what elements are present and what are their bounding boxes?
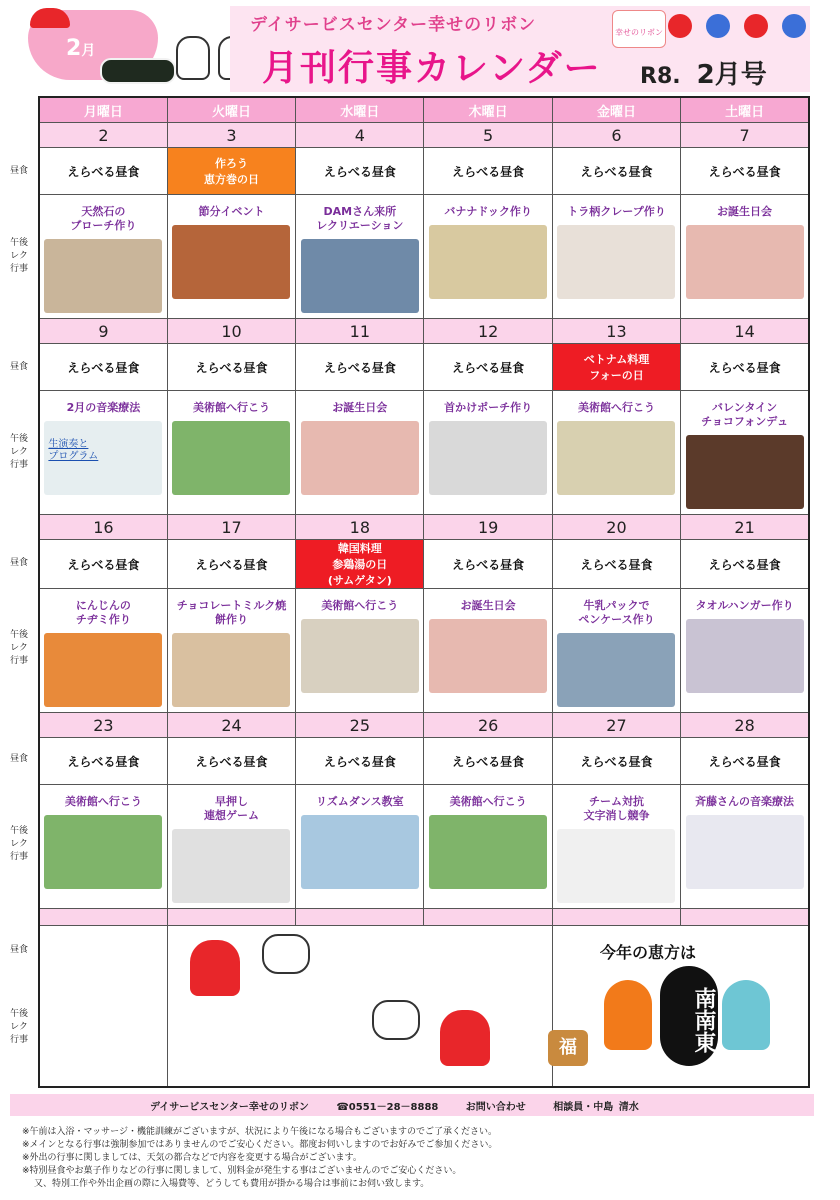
activity-cell	[167, 589, 295, 713]
activity-cell	[681, 391, 809, 515]
date-cell: 13	[552, 319, 680, 344]
empty-date-cell	[167, 909, 295, 926]
lunch-cell: ベトナム料理 フォーの日	[552, 344, 680, 391]
lunch-cell: えらべる昼食	[296, 738, 424, 785]
activity-cell	[681, 589, 809, 713]
ribbon-logo: 幸せのリボン	[612, 10, 666, 48]
birthday-cake-photo	[686, 225, 804, 299]
issue-label: R8. 2月号	[640, 60, 767, 90]
activity-label: 美術館へ行こう	[64, 795, 142, 808]
activity-cell	[167, 391, 295, 515]
date-cell: 10	[167, 319, 295, 344]
date-cell: 25	[296, 713, 424, 738]
lunch-cell: えらべる昼食	[424, 540, 552, 589]
date-cell: 20	[552, 515, 680, 540]
lunch-cell: えらべる昼食	[39, 148, 167, 195]
weekday-mon: 月曜日	[39, 97, 167, 123]
side-label-activity: 午後 レク 行事	[9, 1008, 28, 1045]
blue-oni-icon	[782, 14, 806, 38]
ehou-direction: 南南東	[660, 966, 718, 1066]
activity-cell	[552, 785, 680, 909]
date-cell: 24	[167, 713, 295, 738]
lunch-cell: えらべる昼食	[681, 540, 809, 589]
activity-cell	[296, 589, 424, 713]
oni-throwing-beans-icon	[190, 940, 240, 996]
date-cell: 28	[681, 713, 809, 738]
empty-date-cell	[39, 909, 167, 926]
weekday-fri: 金曜日	[552, 97, 680, 123]
weekday-tue: 火曜日	[167, 97, 295, 123]
activity-label: お誕生日会	[460, 599, 516, 612]
activity-label: 美術館へ行こう	[321, 599, 399, 612]
date-cell: 18	[296, 515, 424, 540]
activity-cell	[296, 195, 424, 319]
footer-contact: デイサービスセンター幸せのリボン ☎0551－28－8888 お問い合わせ 相談員・中島 清水	[150, 1102, 639, 1113]
activity-cell	[39, 589, 167, 713]
date-row	[39, 515, 809, 540]
lunch-cell: えらべる昼食	[296, 344, 424, 391]
lunch-cell: えらべる昼食	[39, 738, 167, 785]
side-label-activity: 午後 レク 行事	[9, 825, 28, 862]
activity-cell	[424, 195, 552, 319]
activity-cell	[39, 785, 167, 909]
activity-label: 美術館へ行こう	[577, 401, 655, 414]
date-cell: 21	[681, 515, 809, 540]
date-cell: 26	[424, 713, 552, 738]
rhythm-dance-illustration	[301, 815, 419, 889]
date-cell: 14	[681, 319, 809, 344]
lunch-cell: えらべる昼食	[424, 148, 552, 195]
activity-cell	[167, 195, 295, 319]
weekday-wed: 水曜日	[296, 97, 424, 123]
birthday-cake-photo	[301, 421, 419, 495]
lunch-cell: えらべる昼食	[681, 148, 809, 195]
activity-cell	[424, 785, 552, 909]
side-label-lunch: 昼食	[9, 166, 28, 176]
lunch-cell: えらべる昼食	[424, 738, 552, 785]
empty-date-cell	[681, 909, 809, 926]
quiz-game-illustration	[172, 829, 290, 903]
date-cell: 17	[167, 515, 295, 540]
cat-mascot-icon	[176, 36, 210, 80]
ehou-title: 今年の恵方は	[600, 943, 697, 962]
footnote: ※特別昼食やお菓子作りなどの行事に関しまして、別料金が発生する事はございませんのでご安心ください。	[22, 1166, 462, 1176]
music-therapy-illustration	[686, 815, 804, 889]
empty-date-cell	[424, 909, 552, 926]
date-cell: 16	[39, 515, 167, 540]
side-label-activity: 午後 レク 行事	[9, 433, 28, 470]
lunch-row	[39, 148, 809, 195]
mochi-photo	[172, 633, 290, 707]
lunch-cell: 韓国料理 参鶏湯の日 (サムゲタン)	[296, 540, 424, 589]
pho-photo	[557, 421, 675, 495]
oni-throwing-beans-icon	[440, 1010, 490, 1066]
activity-label: バレンタイン チョコフォンデュ	[701, 401, 788, 428]
fuku-mask-icon: 福	[548, 1030, 588, 1066]
activity-label: 早押し 連想ゲーム	[203, 795, 259, 822]
activity-cell	[681, 195, 809, 319]
blue-oni-icon	[722, 980, 770, 1050]
side-label-lunch: 昼食	[9, 944, 28, 955]
samgyetang-photo	[301, 619, 419, 693]
date-cell: 7	[681, 123, 809, 148]
date-cell: 5	[424, 123, 552, 148]
activity-label: にんじんの チヂミ作り	[75, 599, 131, 626]
cat-with-beans-icon	[262, 934, 310, 974]
activity-cell	[681, 785, 809, 909]
activity-cell	[39, 391, 167, 515]
lunch-cell: えらべる昼食	[39, 344, 167, 391]
weekday-row	[39, 97, 809, 123]
footnote: ※メインとなる行事は強制参加ではありませんのでご安心ください。都度お伺いしますのでお好みでご参加ください。	[22, 1140, 498, 1150]
lunch-row	[39, 344, 809, 391]
red-oni-icon	[604, 980, 652, 1050]
date-cell: 2	[39, 123, 167, 148]
footnote: 又、特別工作や外出企画の際に入場費等、どうしても費用が掛かる場合は事前にお伺い致します。	[34, 1179, 430, 1189]
activity-label: DAMさん来所 レクリエーション	[316, 205, 404, 232]
activity-label: 天然石の ブローチ作り	[70, 205, 137, 232]
activity-cell	[39, 195, 167, 319]
activity-label: 首かけポーチ作り	[444, 401, 533, 414]
neck-pouch-photo	[429, 421, 547, 495]
lunch-cell: えらべる昼食	[424, 344, 552, 391]
birthday-cake-photo	[429, 619, 547, 693]
activity-cell	[552, 589, 680, 713]
activity-label: チーム対抗 文字消し競争	[583, 795, 650, 822]
chocolate-fountain-photo	[686, 435, 804, 509]
activity-cell	[424, 589, 552, 713]
org-name: デイサービスセンター幸せのリボン	[250, 15, 537, 35]
lunch-cell: えらべる昼食	[552, 738, 680, 785]
activity-label: 美術館へ行こう	[449, 795, 527, 808]
lunch-cell: えらべる昼食	[681, 344, 809, 391]
activity-row	[39, 391, 809, 515]
lunch-cell: えらべる昼食	[167, 540, 295, 589]
empty-date-cell	[296, 909, 424, 926]
date-cell: 4	[296, 123, 424, 148]
red-oni-icon	[744, 14, 768, 38]
page-title: 月刊行事カレンダー	[262, 48, 602, 89]
banana-dog-photo	[429, 225, 547, 299]
weekday-thu: 木曜日	[424, 97, 552, 123]
activity-label: お誕生日会	[717, 205, 773, 218]
month-badge: 2月	[66, 36, 96, 61]
weekday-sat: 土曜日	[681, 97, 809, 123]
activity-label: トラ柄クレープ作り	[567, 205, 666, 218]
tiger-crepe-photo	[557, 225, 675, 299]
footnote: ※外出の行事に関しましては、天気の都合などで内容を変更する場合がございます。	[22, 1153, 362, 1163]
activity-cell	[424, 391, 552, 515]
empty-date-cell	[552, 909, 680, 926]
activity-row	[39, 785, 809, 909]
milk-carton-pencase-photo	[557, 633, 675, 707]
activity-cell	[296, 785, 424, 909]
side-label-activity: 午後 レク 行事	[9, 237, 28, 274]
activity-label: 斉藤さんの音楽療法	[695, 795, 795, 808]
activity-cell	[167, 785, 295, 909]
header	[0, 0, 840, 96]
activity-row	[39, 195, 809, 319]
word-erase-game-illustration	[557, 829, 675, 903]
lunch-cell: えらべる昼食	[681, 738, 809, 785]
date-cell: 11	[296, 319, 424, 344]
museum-landscape-photo	[429, 815, 547, 889]
empty-cell	[39, 926, 167, 1088]
carrot-pancake-photo	[44, 633, 162, 707]
empty-date-row	[39, 909, 809, 926]
activity-label: 2月の音楽療法	[66, 401, 141, 414]
blue-oni-icon	[706, 14, 730, 38]
activity-label: お誕生日会	[332, 401, 388, 414]
side-label-lunch: 昼食	[9, 362, 28, 372]
date-cell: 27	[552, 713, 680, 738]
activity-label: チョコレートミルク焼 餅作り	[176, 599, 287, 626]
lunch-cell: えらべる昼食	[296, 148, 424, 195]
lunch-cell: えらべる昼食	[167, 344, 295, 391]
activity-label: 牛乳パックで ペンケース作り	[578, 599, 655, 626]
red-oni-icon	[668, 14, 692, 38]
museum-landscape-photo	[44, 815, 162, 889]
ehomaki-icon	[100, 58, 176, 84]
activity-row	[39, 589, 809, 713]
date-row	[39, 123, 809, 148]
lunch-row	[39, 738, 809, 785]
gemstones-photo	[44, 239, 162, 313]
oni-mask-icon	[30, 8, 70, 28]
footnote: ※午前は入浴・マッサージ・機能訓練がございますが、状況により午後になる場合もございますのでご了承ください。	[22, 1127, 498, 1137]
cat-with-beans-icon	[372, 1000, 420, 1040]
date-cell: 19	[424, 515, 552, 540]
lunch-row	[39, 540, 809, 589]
date-cell: 9	[39, 319, 167, 344]
lunch-cell: えらべる昼食	[167, 738, 295, 785]
activity-cell	[552, 391, 680, 515]
lunch-cell: えらべる昼食	[552, 540, 680, 589]
music-caption: 生演奏と プログラム	[48, 439, 99, 462]
side-label-lunch: 昼食	[9, 754, 28, 764]
date-cell: 3	[167, 123, 295, 148]
activity-label: タオルハンガー作り	[695, 599, 794, 612]
activity-label: 節分イベント	[198, 205, 265, 218]
lunch-cell: えらべる昼食	[552, 148, 680, 195]
towel-hanger-photo	[686, 619, 804, 693]
lunch-cell: えらべる昼食	[39, 540, 167, 589]
date-cell: 6	[552, 123, 680, 148]
activity-label: 美術館へ行こう	[192, 401, 270, 414]
date-row	[39, 319, 809, 344]
activity-label: リズムダンス教室	[316, 795, 404, 808]
date-cell: 23	[39, 713, 167, 738]
lunch-cell: 作ろう 恵方巻の日	[167, 148, 295, 195]
activity-cell	[296, 391, 424, 515]
date-cell: 12	[424, 319, 552, 344]
side-label-activity: 午後 レク 行事	[9, 629, 28, 666]
activity-label: バナナドック作り	[444, 205, 532, 218]
museum-landscape-photo	[172, 421, 290, 495]
date-row	[39, 713, 809, 738]
music-therapy-illustration	[44, 421, 162, 495]
ehomaki-photo	[172, 225, 290, 299]
activity-cell	[552, 195, 680, 319]
side-label-lunch: 昼食	[9, 558, 28, 568]
dancing-people-illustration	[301, 239, 419, 313]
